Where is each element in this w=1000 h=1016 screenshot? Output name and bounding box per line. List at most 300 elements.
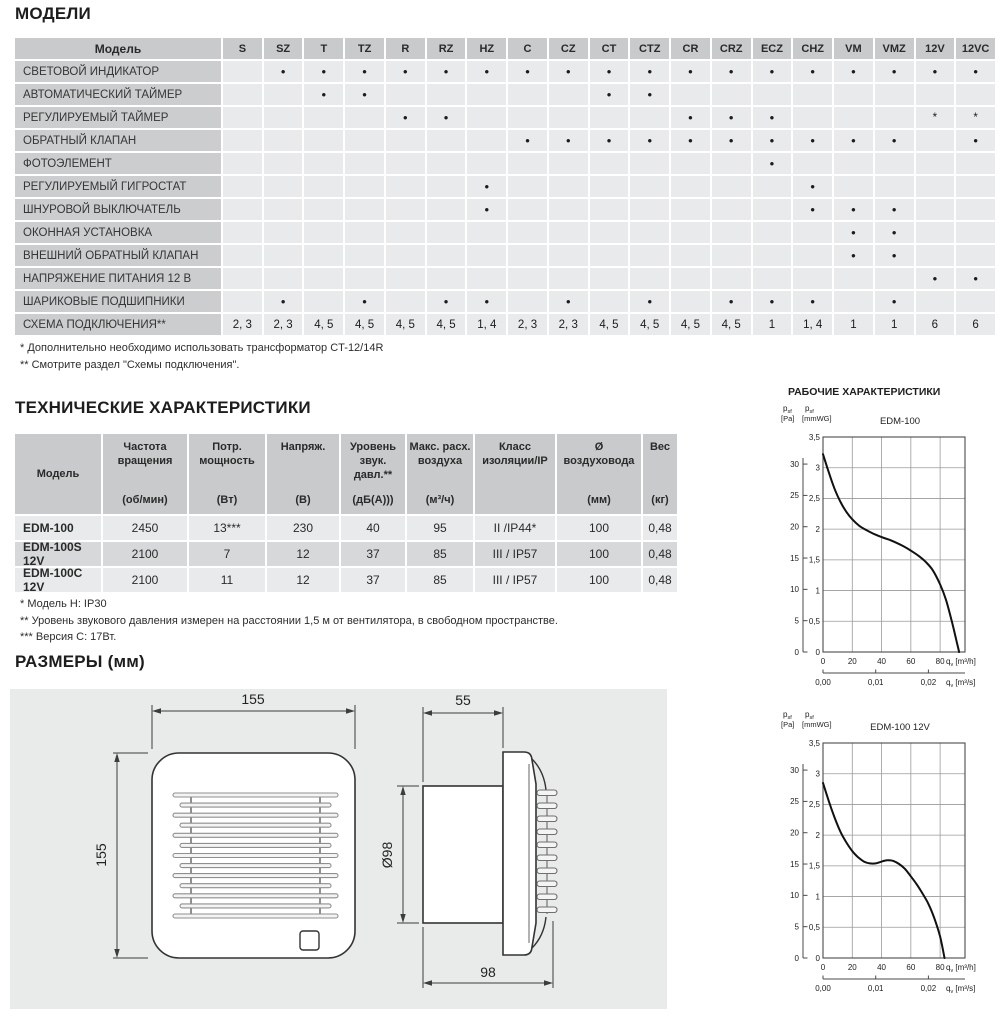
header-text: Модель xyxy=(36,467,80,480)
table-cell: 2, 3 xyxy=(549,314,588,335)
table-cell xyxy=(304,199,343,220)
column-header xyxy=(643,434,677,514)
table-cell: • xyxy=(956,61,995,82)
table-cell xyxy=(916,291,955,312)
pa-tick-label: 20 xyxy=(790,522,799,532)
header-text: Потр. мощность xyxy=(199,441,255,467)
table-cell: 100 xyxy=(557,516,641,540)
x-tick-label: 40 xyxy=(877,657,887,666)
model-name: EDM-100S 12V xyxy=(15,542,101,566)
header-text: Частота вращения xyxy=(117,441,173,467)
table-cell xyxy=(793,84,832,105)
table-cell xyxy=(793,268,832,289)
x-tick-label: 80 xyxy=(935,657,945,666)
pa-tick-label: 10 xyxy=(790,891,799,901)
feature-row-label: СХЕМА ПОДКЛЮЧЕНИЯ** xyxy=(15,314,221,335)
header-text: Уровень звук. давл.** xyxy=(349,441,396,481)
header-text: (мм) xyxy=(587,494,611,507)
table-cell: 4, 5 xyxy=(427,314,466,335)
table-cell xyxy=(386,176,425,197)
column-header xyxy=(341,434,405,514)
table-cell xyxy=(508,222,547,243)
feature-row-label: ОБРАТНЫЙ КЛАПАН xyxy=(15,130,221,151)
table-cell xyxy=(264,84,303,105)
pa-tick-label: 0 xyxy=(794,953,799,963)
column-header xyxy=(103,434,187,514)
column-header: HZ xyxy=(467,38,506,59)
model-name: EDM-100 xyxy=(15,516,101,540)
table-cell xyxy=(264,153,303,174)
table-cell xyxy=(386,222,425,243)
x-tick-label: 0 xyxy=(820,963,826,972)
table-cell xyxy=(671,291,710,312)
duct-diameter-label: Ø98 xyxy=(379,841,395,869)
column-header: VM xyxy=(834,38,873,59)
table-cell xyxy=(345,268,384,289)
column-header: SZ xyxy=(264,38,303,59)
table-cell xyxy=(264,130,303,151)
table-cell: 12 xyxy=(267,568,339,592)
table-cell xyxy=(753,84,792,105)
table-cell: 4, 5 xyxy=(712,314,751,335)
table-cell xyxy=(223,199,262,220)
chart-title: EDM-100 12V xyxy=(870,722,930,733)
table-cell xyxy=(508,176,547,197)
y-tick-label: 1,5 xyxy=(808,555,820,565)
table-cell: • xyxy=(956,130,995,151)
header-text: (дБ(А))) xyxy=(352,494,394,507)
y-tick-label: 3,5 xyxy=(808,738,820,748)
table-cell xyxy=(427,245,466,266)
table-cell: • xyxy=(834,199,873,220)
table-cell: 13*** xyxy=(189,516,265,540)
table-cell xyxy=(590,176,629,197)
y-tick-label: 2 xyxy=(815,830,820,840)
table-cell: • xyxy=(630,291,669,312)
column-header: TZ xyxy=(345,38,384,59)
table-cell: 100 xyxy=(557,542,641,566)
feature-row-label: РЕГУЛИРУЕМЫЙ ТАЙМЕР xyxy=(15,107,221,128)
table-cell: • xyxy=(304,61,343,82)
pa-tick-label: 5 xyxy=(794,922,799,932)
table-cell xyxy=(386,245,425,266)
table-cell xyxy=(834,153,873,174)
table-cell xyxy=(508,291,547,312)
table-cell: • xyxy=(630,130,669,151)
table-cell xyxy=(590,291,629,312)
column-header: R xyxy=(386,38,425,59)
column-header: CZ xyxy=(549,38,588,59)
table-cell xyxy=(916,153,955,174)
column-header: ECZ xyxy=(753,38,792,59)
chart-edm-100 xyxy=(778,400,1000,696)
table-cell xyxy=(304,130,343,151)
table-cell: 7 xyxy=(189,542,265,566)
table-cell xyxy=(467,84,506,105)
y-tick-label: 0 xyxy=(815,647,820,657)
pa-tick-label: 25 xyxy=(790,491,799,501)
table-cell xyxy=(223,245,262,266)
table-cell: • xyxy=(916,61,955,82)
table-cell: 1, 4 xyxy=(467,314,506,335)
table-cell xyxy=(956,222,995,243)
table-cell: 100 xyxy=(557,568,641,592)
feature-row-label: АВТОМАТИЧЕСКИЙ ТАЙМЕР xyxy=(15,84,221,105)
pa-tick-label: 20 xyxy=(790,828,799,838)
table-cell xyxy=(712,245,751,266)
front-width-label: 155 xyxy=(241,691,265,707)
column-header: CHZ xyxy=(793,38,832,59)
y-left-axis-symbol: $p_{sf}$ xyxy=(783,710,792,721)
x2-tick-label: 0,01 xyxy=(867,984,884,993)
chart-title: EDM-100 xyxy=(879,416,921,427)
table-cell xyxy=(590,245,629,266)
table-cell xyxy=(345,153,384,174)
table-cell xyxy=(671,222,710,243)
table-cell xyxy=(590,107,629,128)
table-cell: • xyxy=(264,291,303,312)
dimensions-heading: РАЗМЕРЫ (мм) xyxy=(15,652,145,671)
pa-tick-label: 30 xyxy=(790,765,799,775)
table-cell xyxy=(345,199,384,220)
table-cell xyxy=(264,107,303,128)
y-tick-label: 2,5 xyxy=(808,494,820,504)
table-cell xyxy=(916,199,955,220)
table-cell xyxy=(753,268,792,289)
table-cell: 37 xyxy=(341,542,405,566)
x-tick-label: 80 xyxy=(935,963,945,972)
table-cell: • xyxy=(304,84,343,105)
header-text: Вес xyxy=(649,441,671,453)
y-left-axis-unit: [Pa] xyxy=(781,414,795,423)
table-cell: • xyxy=(549,61,588,82)
table-cell: 4, 5 xyxy=(630,314,669,335)
table-cell xyxy=(549,153,588,174)
table-cell: 1 xyxy=(753,314,792,335)
table-cell xyxy=(427,268,466,289)
table-cell xyxy=(671,153,710,174)
y-axis-symbol: $p_{sf}$ xyxy=(805,404,814,415)
table-cell: • xyxy=(345,61,384,82)
x-axis-unit: $q_v$ [m³/h] xyxy=(946,963,976,974)
table-cell: • xyxy=(264,61,303,82)
y-tick-label: 3 xyxy=(815,769,820,779)
table-cell: III / IP57 xyxy=(475,568,555,592)
table-cell: • xyxy=(427,107,466,128)
table-cell xyxy=(875,84,914,105)
table-cell xyxy=(223,153,262,174)
dimensions-drawing xyxy=(10,689,667,1009)
table-cell: • xyxy=(834,61,873,82)
table-cell: • xyxy=(753,107,792,128)
table-cell xyxy=(916,222,955,243)
table-cell xyxy=(223,291,262,312)
table-cell: • xyxy=(834,130,873,151)
table-cell: • xyxy=(467,291,506,312)
table-cell xyxy=(386,84,425,105)
header-text: Макс. расх. воздуха xyxy=(409,441,471,467)
table-cell: 12 xyxy=(267,542,339,566)
table-cell: 1 xyxy=(834,314,873,335)
table-cell xyxy=(630,268,669,289)
duct-depth-label: 55 xyxy=(455,692,471,708)
table-cell xyxy=(793,153,832,174)
table-cell xyxy=(467,245,506,266)
table-cell: • xyxy=(793,291,832,312)
table-cell xyxy=(304,107,343,128)
table-cell xyxy=(875,153,914,174)
table-cell xyxy=(223,222,262,243)
column-header: T xyxy=(304,38,343,59)
table-cell xyxy=(956,176,995,197)
column-header: CTZ xyxy=(630,38,669,59)
table-cell: • xyxy=(793,176,832,197)
x2-axis-unit: $q_v$ [m³/s] xyxy=(946,678,976,689)
header-text: (об/мин) xyxy=(122,494,168,507)
table-cell: 11 xyxy=(189,568,265,592)
y-tick-label: 3,5 xyxy=(808,432,820,442)
table-cell xyxy=(753,199,792,220)
table-cell xyxy=(386,268,425,289)
performance-curve xyxy=(823,783,945,958)
table-cell xyxy=(223,176,262,197)
x2-tick-label: 0,01 xyxy=(867,678,884,687)
table-cell: • xyxy=(712,61,751,82)
y-tick-label: 2 xyxy=(815,524,820,534)
table-cell: • xyxy=(549,130,588,151)
table-cell xyxy=(467,222,506,243)
table-cell xyxy=(630,222,669,243)
table-cell xyxy=(834,268,873,289)
pa-tick-label: 0 xyxy=(794,647,799,657)
table-cell: 1, 4 xyxy=(793,314,832,335)
table-cell xyxy=(590,222,629,243)
footnote: * Дополнительно необходимо использовать трансформатор CT-12/14R xyxy=(20,342,384,354)
table-cell: • xyxy=(671,130,710,151)
table-cell: 37 xyxy=(341,568,405,592)
table-cell xyxy=(549,245,588,266)
table-cell: II /IP44* xyxy=(475,516,555,540)
table-cell: • xyxy=(467,61,506,82)
table-cell xyxy=(304,176,343,197)
feature-row-label: ФОТОЭЛЕМЕНТ xyxy=(15,153,221,174)
table-cell xyxy=(671,84,710,105)
table-cell: • xyxy=(875,245,914,266)
header-text: (м³/ч) xyxy=(425,494,455,507)
table-cell xyxy=(956,153,995,174)
table-cell xyxy=(549,176,588,197)
table-cell xyxy=(264,245,303,266)
feature-row-label: ШАРИКОВЫЕ ПОДШИПНИКИ xyxy=(15,291,221,312)
table-cell xyxy=(345,107,384,128)
feature-row-label: ВНЕШНИЙ ОБРАТНЫЙ КЛАПАН xyxy=(15,245,221,266)
table-cell: 6 xyxy=(916,314,955,335)
table-cell xyxy=(630,107,669,128)
table-cell: 0,48 xyxy=(643,516,677,540)
table-cell: • xyxy=(753,130,792,151)
models-heading: МОДЕЛИ xyxy=(15,4,91,23)
table-cell xyxy=(956,199,995,220)
table-cell xyxy=(304,245,343,266)
table-cell: • xyxy=(875,291,914,312)
table-cell xyxy=(345,176,384,197)
column-header xyxy=(557,434,641,514)
table-cell xyxy=(671,268,710,289)
y-tick-label: 0,5 xyxy=(808,617,820,627)
table-cell xyxy=(671,199,710,220)
table-cell xyxy=(671,176,710,197)
table-cell: 6 xyxy=(956,314,995,335)
dimensions-panel xyxy=(10,689,667,1009)
tech-table xyxy=(15,434,677,592)
plot-frame xyxy=(823,437,965,652)
table-cell xyxy=(916,84,955,105)
table-cell xyxy=(875,107,914,128)
table-cell xyxy=(916,245,955,266)
table-cell: * xyxy=(956,107,995,128)
table-cell xyxy=(304,153,343,174)
column-header: CRZ xyxy=(712,38,751,59)
x2-axis-unit: $q_v$ [m³/s] xyxy=(946,984,976,995)
y-left-axis-symbol: $p_{sf}$ xyxy=(783,404,792,415)
table-cell: • xyxy=(590,61,629,82)
table-cell xyxy=(712,199,751,220)
table-cell: 230 xyxy=(267,516,339,540)
table-cell xyxy=(793,107,832,128)
table-cell xyxy=(549,222,588,243)
table-cell xyxy=(508,84,547,105)
x-tick-label: 0 xyxy=(820,657,826,666)
table-cell xyxy=(834,291,873,312)
tech-footnotes xyxy=(20,596,558,646)
table-cell xyxy=(386,153,425,174)
table-cell: • xyxy=(427,291,466,312)
table-cell: • xyxy=(630,61,669,82)
table-cell: • xyxy=(590,84,629,105)
y-tick-label: 0,5 xyxy=(808,923,820,933)
table-cell xyxy=(712,176,751,197)
x-tick-label: 20 xyxy=(847,657,857,666)
table-cell: • xyxy=(834,222,873,243)
x-tick-label: 60 xyxy=(906,657,916,666)
pa-tick-label: 5 xyxy=(794,616,799,626)
x-tick-label: 60 xyxy=(906,963,916,972)
table-cell: 2450 xyxy=(103,516,187,540)
header-text: (Вт) xyxy=(216,494,238,507)
table-cell: 0,48 xyxy=(643,542,677,566)
models-footnotes xyxy=(20,340,383,373)
table-cell xyxy=(630,199,669,220)
column-header xyxy=(407,434,473,514)
table-cell: • xyxy=(467,176,506,197)
column-header: S xyxy=(223,38,262,59)
table-cell xyxy=(508,268,547,289)
x-axis-unit: $q_v$ [m³/h] xyxy=(946,657,976,668)
fan-indicator-window xyxy=(300,931,319,950)
fan-side-body xyxy=(423,752,557,955)
table-cell xyxy=(386,291,425,312)
table-cell xyxy=(508,153,547,174)
column-header: CT xyxy=(590,38,629,59)
table-cell: 4, 5 xyxy=(671,314,710,335)
table-cell xyxy=(427,176,466,197)
table-cell: • xyxy=(630,84,669,105)
table-cell: 4, 5 xyxy=(590,314,629,335)
feature-row-label: РЕГУЛИРУЕМЫЙ ГИГРОСТАТ xyxy=(15,176,221,197)
table-cell xyxy=(345,245,384,266)
table-cell xyxy=(875,176,914,197)
table-cell xyxy=(264,268,303,289)
table-cell xyxy=(467,107,506,128)
x2-tick-label: 0,02 xyxy=(920,678,937,687)
x-tick-label: 40 xyxy=(877,963,887,972)
y-tick-label: 1 xyxy=(815,892,820,902)
table-cell: 4, 5 xyxy=(345,314,384,335)
pa-tick-label: 15 xyxy=(790,553,799,563)
pa-tick-label: 10 xyxy=(790,585,799,595)
column-header xyxy=(189,434,265,514)
table-cell xyxy=(264,176,303,197)
table-cell: • xyxy=(467,199,506,220)
column-header xyxy=(475,434,555,514)
table-cell xyxy=(753,176,792,197)
column-header: RZ xyxy=(427,38,466,59)
y-axis-unit: [mmWG] xyxy=(802,720,832,729)
table-cell xyxy=(223,107,262,128)
table-cell: • xyxy=(793,199,832,220)
table-cell: • xyxy=(345,291,384,312)
y-tick-label: 1,5 xyxy=(808,861,820,871)
header-text: Класс изоляции/IP xyxy=(482,441,548,467)
table-cell: 95 xyxy=(407,516,473,540)
table-cell xyxy=(386,199,425,220)
table-cell xyxy=(712,84,751,105)
table-cell: • xyxy=(386,107,425,128)
table-cell xyxy=(427,222,466,243)
feature-row-label: СВЕТОВОЙ ИНДИКАТОР xyxy=(15,61,221,82)
x2-tick-label: 0,00 xyxy=(815,678,831,687)
table-cell xyxy=(712,153,751,174)
table-cell: 2100 xyxy=(103,542,187,566)
y-tick-label: 0 xyxy=(815,953,820,963)
table-cell xyxy=(834,176,873,197)
table-cell: 4, 5 xyxy=(304,314,343,335)
table-cell: • xyxy=(712,291,751,312)
table-cell: • xyxy=(345,84,384,105)
table-cell xyxy=(223,61,262,82)
table-cell: • xyxy=(590,130,629,151)
table-cell xyxy=(304,291,343,312)
y-tick-label: 2,5 xyxy=(808,800,820,810)
x2-tick-label: 0,00 xyxy=(815,984,831,993)
y-axis-unit: [mmWG] xyxy=(802,414,832,423)
pa-tick-label: 30 xyxy=(790,459,799,469)
column-header xyxy=(15,434,101,514)
feature-row-label: НАПРЯЖЕНИЕ ПИТАНИЯ 12 В xyxy=(15,268,221,289)
table-cell xyxy=(467,268,506,289)
table-cell: • xyxy=(671,107,710,128)
table-cell xyxy=(223,130,262,151)
performance-curve xyxy=(823,454,959,652)
header-text: (В) xyxy=(295,494,311,507)
models-table xyxy=(15,38,995,335)
table-cell: 2, 3 xyxy=(264,314,303,335)
pa-tick-label: 25 xyxy=(790,797,799,807)
table-cell: • xyxy=(793,130,832,151)
table-cell xyxy=(467,130,506,151)
table-cell: 85 xyxy=(407,542,473,566)
table-cell: 0,48 xyxy=(643,568,677,592)
